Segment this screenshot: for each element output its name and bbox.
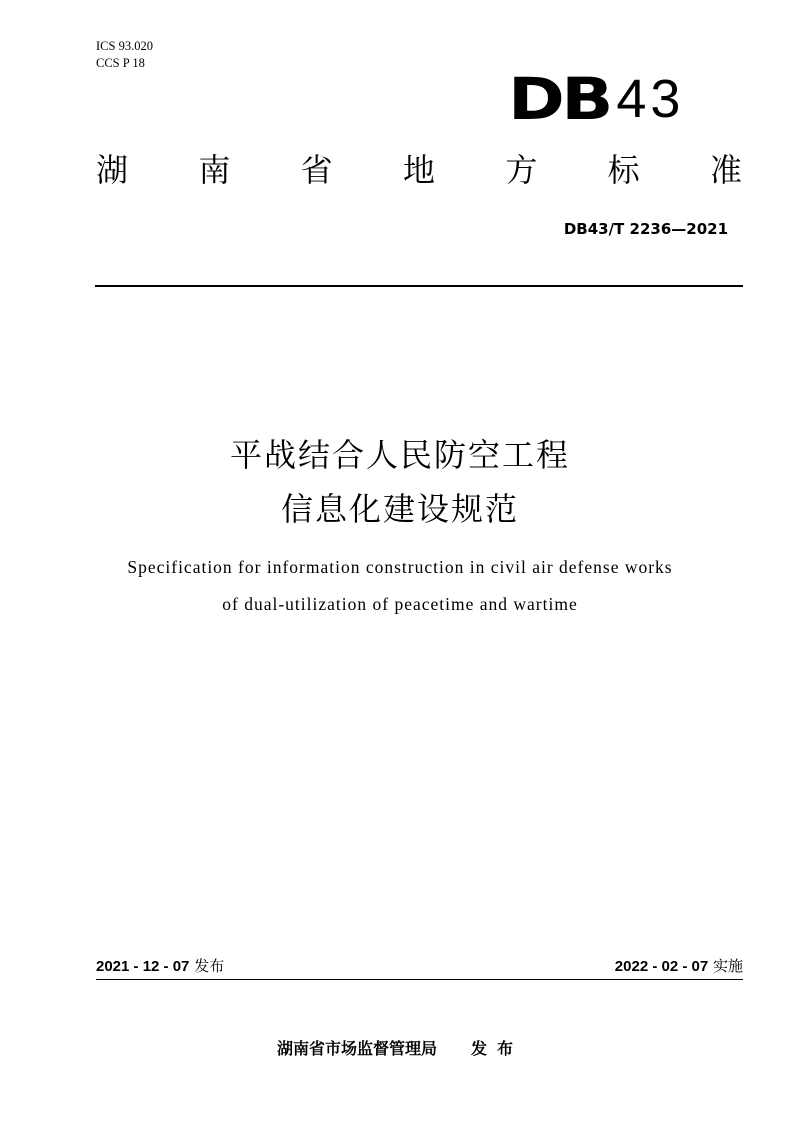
title-zh-line-1: 平战结合人民防空工程 [229, 436, 570, 474]
db-logo-mark: DB [508, 65, 610, 133]
issuer-name: 湖南省市场监督管理局 [276, 1039, 437, 1058]
classification-codes [96, 38, 153, 72]
title-zh-line-2: 信息化建设规范 [280, 490, 519, 528]
title-en-line-2: of dual-utilization of peacetime and wartime [222, 594, 578, 614]
ccs-code: CCS P 18 [96, 56, 145, 70]
standard-type-char: 方 [505, 151, 538, 189]
standard-type-char: 南 [198, 151, 231, 189]
title-en-line-1: Specification for information construction in civil air defense works [127, 557, 673, 577]
standard-type-char: 标 [607, 151, 640, 189]
db-logo [508, 65, 685, 133]
standard-type-char: 湖 [96, 151, 129, 189]
standard-type-title [96, 150, 742, 190]
standard-type-char: 准 [709, 151, 742, 189]
standard-type-char: 省 [300, 151, 333, 189]
standard-type-char: 地 [402, 151, 435, 189]
implement-label: 实施 [712, 957, 743, 975]
implement-date: 2022 - 02 - 07 [614, 958, 709, 975]
implement-date-block [615, 956, 743, 977]
issue-date: 2021 - 12 - 07 [96, 958, 190, 975]
db-logo-number: 43 [616, 69, 685, 129]
issue-label: 发布 [194, 957, 225, 975]
ics-code: ICS 93.020 [96, 39, 153, 53]
issuer-line [0, 1036, 800, 1059]
footer-divider [96, 979, 743, 980]
header-divider [95, 285, 743, 287]
issuer-action: 发布 [471, 1039, 524, 1058]
issue-date-block [96, 956, 224, 977]
standard-number: DB43/T 2236—2021 [563, 220, 728, 238]
